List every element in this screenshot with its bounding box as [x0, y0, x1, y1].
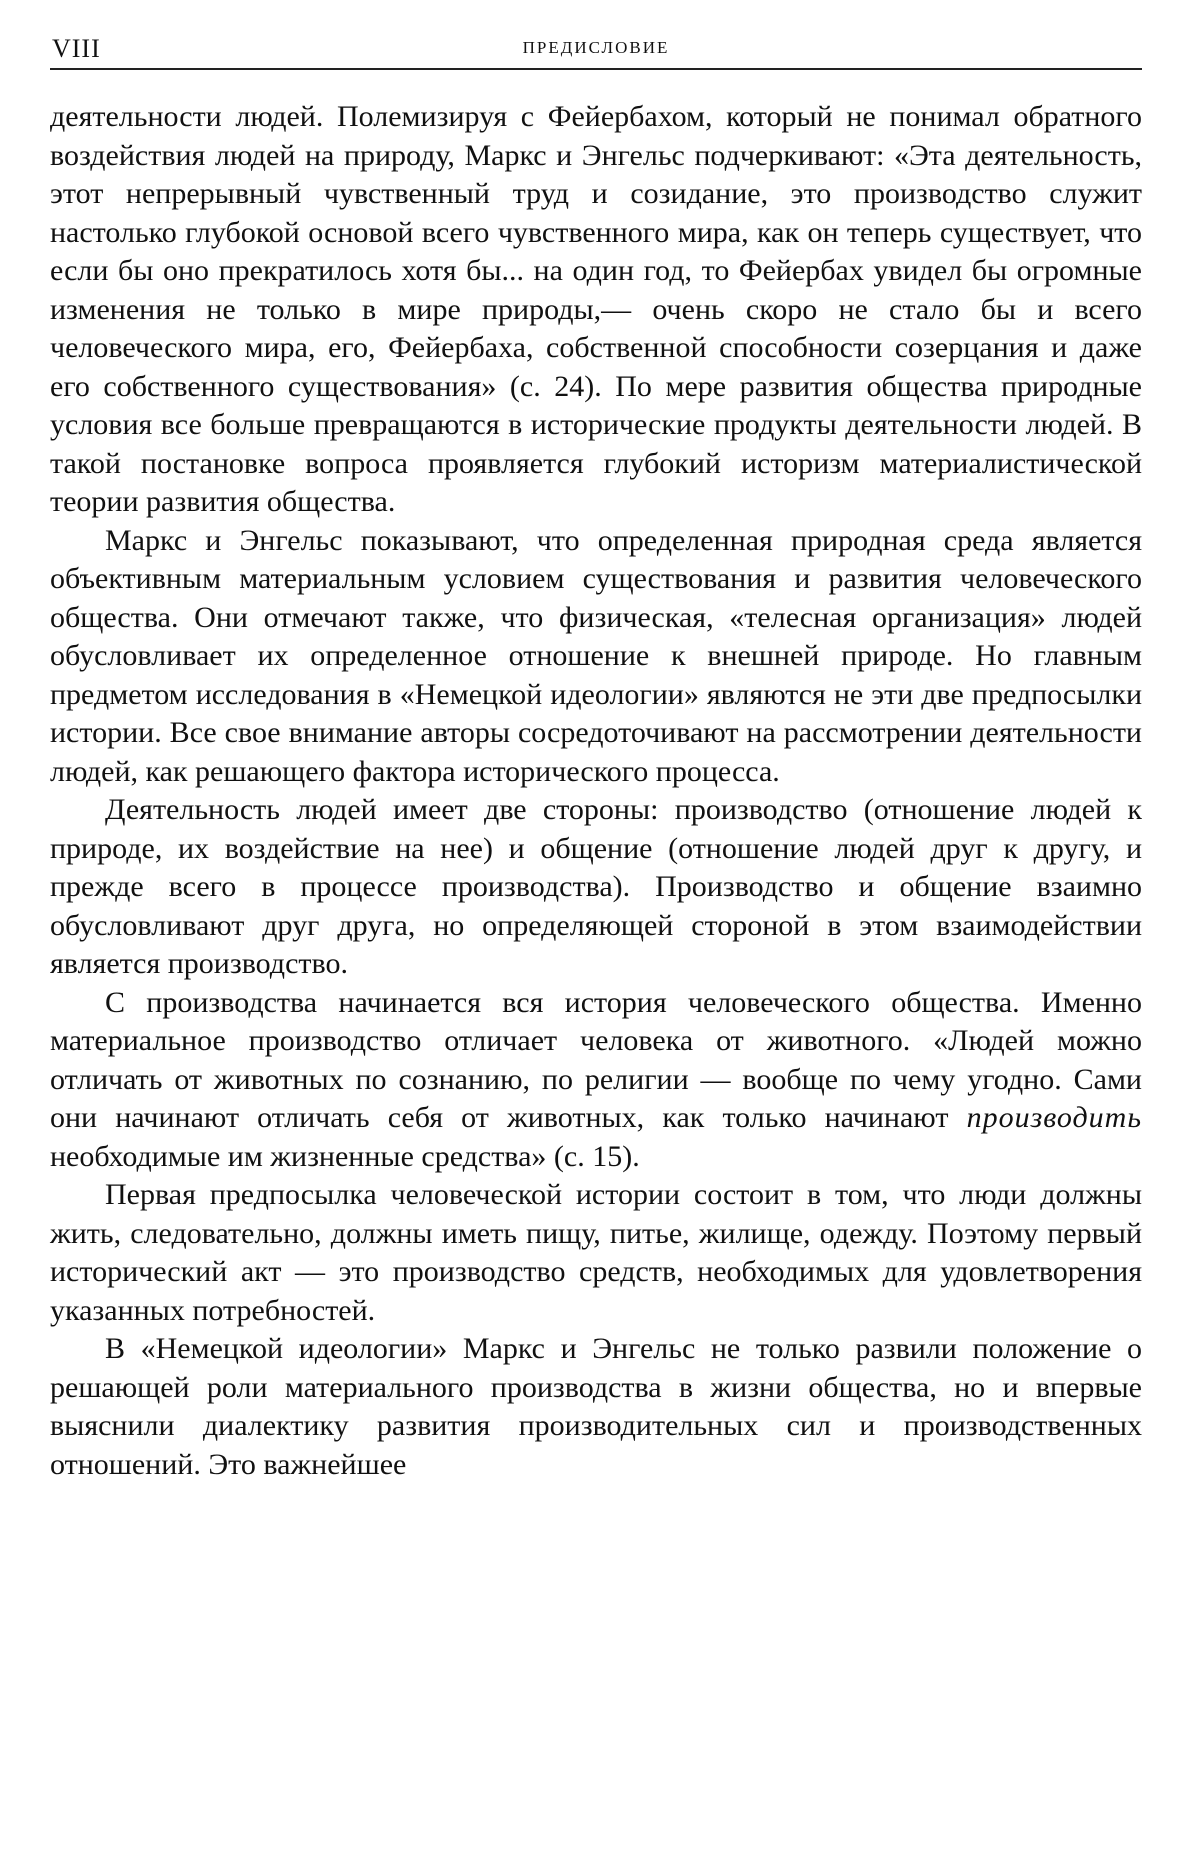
paragraph: Деятельность людей имеет две стороны: производство (отношение людей к природе, их воздействие на нее) и общение (отношение людей друг к другу, и прежде всего в процессе производства). Производство и общение взаимно обусловливают друг друга, но определяющей стороной в этом взаимодействии является производство.: [50, 793, 1142, 980]
body-text: [50, 98, 1142, 1484]
paragraph: В «Немецкой идеологии» Маркс и Энгельс не только развили положение о решающей роли материального производства в жизни общества, но и впервые выяснили диалектику развития производительных сил и производственных отношений. Это важнейшее: [50, 1332, 1142, 1481]
emphasized-word: производить: [966, 1101, 1142, 1134]
paragraph: [50, 984, 1142, 1177]
book-page: [50, 28, 1142, 1484]
paragraph: деятельности людей. Полемизируя с Фейербахом, который не понимал обратного воздействия людей на природу, Маркс и Энгельс подчеркивают: «Эта деятельность, этот непрерывный чувственный труд и созидание, это производство служит настолько глубокой основой всего чувственного мира, как он теперь существует, что если бы оно прекратилось хотя бы... на один год, то Фейербах увидел бы огромные изменения не только в мире природы,— очень скоро не стало бы и всего человеческого мира, его, Фейербаха, собственной способности созерцания и даже его собственного существования» (с. 24). По мере развития общества природные условия все больше превращаются в исторические продукты деятельности людей. В такой постановке вопроса проявляется глубокий историзм материалистической теории развития общества.: [50, 100, 1142, 518]
section-title: ПРЕДИСЛОВИЕ: [522, 38, 670, 57]
paragraph: Маркс и Энгельс показывают, что определенная природная среда является объективным материальным условием существования и развития человеческого общества. Они отмечают также, что физическая, «телесная организация» людей обусловливает их определенное отношение к внешней природе. Но главным предметом исследования в «Немецкой идеологии» являются не эти две предпосылки истории. Все свое внимание авторы сосредоточивают на рассмотрении деятельности людей, как решающего фактора исторического процесса.: [50, 523, 1142, 788]
paragraph-text: необходимые им жизненные средства» (с. 15).: [50, 1139, 640, 1173]
paragraph-text: С производства начинается вся история человеческого общества. Именно материальное производство отличает человека от животного. «Людей можно отличать от животных по сознанию, по религии — вообще по чему угодно. Сами они начинают отличать себя от животных, как только начинают: [50, 985, 1142, 1134]
page-number: VIII: [52, 34, 101, 63]
running-head: [50, 28, 1142, 70]
paragraph: Первая предпосылка человеческой истории состоит в том, что люди должны жить, следовательно, должны иметь пищу, питье, жилище, одежду. Поэтому первый исторический акт — это производство средств, необходимых для удовлетворения указанных потребностей.: [50, 1178, 1142, 1327]
